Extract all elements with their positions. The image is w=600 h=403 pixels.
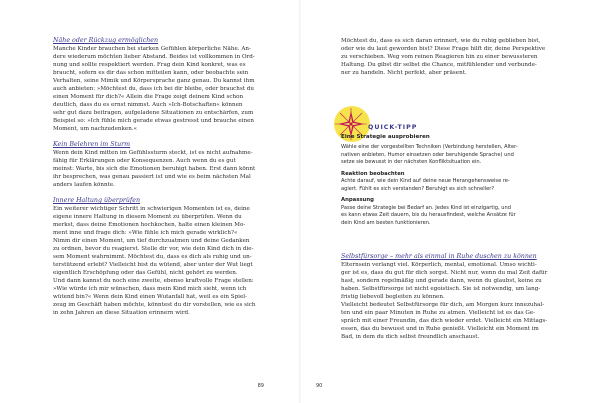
text-line: Nimm dir einen Moment, um tief durchzuatmen und deine Gedanken <box>53 238 250 244</box>
text-line: Bad, in dem du dich selbst freundlich anschaust. <box>341 334 480 340</box>
text-line: ner zu handeln. Nicht perfekt, aber präsent. <box>341 70 467 76</box>
text-line: fähig für Erklärungen oder Konsequenzen. Auch wenn du es gut <box>53 158 236 164</box>
text-line: Moment, um nachzudenken.« <box>53 126 138 132</box>
text-line: Verhalten, seine Mimik und Körpersprache ganz genau. Du kannst ihm <box>53 78 255 84</box>
text-line: essen, das du bewusst und in Ruhe genießt. Vielleicht ein Moment im <box>341 326 539 332</box>
section-heading: Innere Haltung überprüfen <box>53 197 141 204</box>
quick-tip-body <box>341 144 571 227</box>
page-number: 90 <box>316 383 323 389</box>
text-line: anders laufen könnte. <box>53 182 115 188</box>
text-line: haben. Selbstfürsorge ist nicht egoistisch. Sie ist notwendig, um lang- <box>341 286 541 292</box>
text-line: zu ordnen, bevor du reagierst. Stelle dir vor, wie dein Kind dich in die- <box>53 246 254 252</box>
tip-text-line: agiert. Fühlt es sich verstanden? Beruhigt es sich schneller? <box>341 185 495 192</box>
tip-text-line: Passe deine Strategie bei Bedarf an. Jedes Kind ist einzigartig, und <box>341 204 511 211</box>
quick-tip-box <box>341 120 571 227</box>
text-line: zu verschieben. Weg vom reinen Reagieren hin zu einer bewussteren <box>341 54 538 60</box>
text-line: einen Moment für dich?« Allein die Frage zeigt deinem Kind schon <box>53 94 244 100</box>
text-line: in zehn Jahren an diese Situation erinnern wird. <box>53 310 190 316</box>
text-line: sem Moment wahrnimmt. Möchtest du, dass es dich als ruhig und un- <box>53 254 252 260</box>
text-line: dere wiederum möchten lieber Abstand. Beides ist vollkommen in Ord- <box>53 54 255 60</box>
text-line: meinst: Warte, bis sich die Emotionen beruhigt haben. Erst dann könnt <box>53 166 256 172</box>
text-line: ment inne und frage dich: »Wie fühle ich mich gerade wirklich?« <box>53 230 238 236</box>
text-line: ten und ein paar Minuten in Ruhe zu atmen. Vielleicht ist es das Ge- <box>341 310 536 316</box>
section-body <box>53 205 277 317</box>
tip-step-heading: Reaktion beobachten <box>341 170 405 177</box>
text-line: merkst, dass deine Emotionen hochkochen, halte einen kleinen Mo- <box>53 222 246 228</box>
text-line: deutlich, dass du es ernst nimmst. Auch »Ich-Botschaften« können <box>53 102 243 108</box>
text-line: oder wie du laut geworden bist? Diese Frage hilft dir, deine Perspektive <box>341 46 546 52</box>
section-heading: Selbstfürsorge – mehr als einmal in Ruhe duschen zu können <box>341 253 537 260</box>
text-line: Ein weiterer wichtiger Schritt in schwierigen Momenten ist es, deine <box>53 206 250 212</box>
text-line: »Wie würde ich mir wünschen, dass mein Kind mich sieht, wenn ich <box>53 286 247 292</box>
text-line: wütend bin?« Wenn dein Kind einen Wutanfall hat, weil es ein Spiel- <box>53 294 247 300</box>
text-line: Wenn dein Kind mitten im Gefühlssturm steckt, ist es nicht aufnahme- <box>53 150 253 156</box>
quick-tip-label: QUICK-TIPP <box>368 124 418 131</box>
text-line: Möchtest du, dass es sich daran erinnert, wie du ruhig geblieben bist, <box>341 38 541 44</box>
quick-tip-title: Eine Strategie ausprobieren <box>341 134 430 140</box>
text-line: Beispiel so: »Ich fühle mich gerade etwas gestresst und brauche einen <box>53 118 254 124</box>
tip-text-line: dein Kind am besten funktionieren. <box>341 219 431 226</box>
text-line: Haltung. Du gibst dir selbst die Chance, mitfühlender und verbunde- <box>341 62 537 68</box>
left-column <box>53 37 277 317</box>
text-line: ger ist es, dass du gut für dich sorgst. Nicht nur, wenn du mal Zeit dafür <box>341 270 548 276</box>
section-body <box>53 45 277 133</box>
right-page <box>300 0 600 403</box>
text-line: auch anbieten: »Möchtest du, dass ich bei dir bleibe, oder brauchst du <box>53 86 254 92</box>
text-line: spräch mit einer Freundin, das dich wieder erdet. Vielleicht ein Mittags- <box>341 318 548 324</box>
quick-tip-header <box>341 120 571 144</box>
text-line: ihr besprechen, was genau passiert ist und wie es beim nächsten Mal <box>53 174 251 180</box>
text-line: nung und sollte respektiert werden. Frag dein Kind konkret, was es <box>53 62 246 68</box>
text-line: terstützend erlebt? Vielleicht bist du wütend, aber unter der Wut liegt <box>53 262 253 268</box>
text-line: Elternsein verlangt viel. Körperlich, mental, emotional. Umso wichti- <box>341 262 537 268</box>
text-line: Manche Kinder brauchen bei starken Gefühlen körperliche Nähe. An- <box>53 46 251 52</box>
tip-text-line: es kann etwas Zeit dauern, bis du herausfindest, welche Ansätze für <box>341 212 516 218</box>
selfcare-section <box>341 253 571 341</box>
section-body <box>53 149 277 189</box>
tip-step-heading: Anpassung <box>341 197 374 203</box>
text-line: hast, sondern regelmäßig und gerade dann, wenn du glaubst, keine zu <box>341 278 542 284</box>
text-line: Und dann kannst du noch eine zweite, ebenso kraftvolle Frage stellen: <box>53 278 254 284</box>
text-line: sehr gut dazu beitragen, aufgeladene Situationen zu entschärfen, zum <box>53 110 254 116</box>
tip-text-line: setze sie bewusst in der nächsten Konfliktsituation ein. <box>341 159 482 165</box>
text-line: braucht, sofern es dir das schon mitteilen kann, oder beobachte sein <box>53 70 249 76</box>
text-line: zeug im Geschäft haben möchte, könntest du dir vorstellen, wie es sich <box>53 302 256 308</box>
tip-text-line: Achte darauf, wie dein Kind auf deine neue Herangehensweise re- <box>341 178 510 184</box>
text-line: fristig liebevoll begleiten zu können. <box>341 294 445 300</box>
text-line: eigentlich Erschöpfung oder das Gefühl, nicht gehört zu werden. <box>53 270 238 276</box>
page-number: 89 <box>257 383 264 389</box>
section-heading: Kein Belehren im Sturm <box>53 141 131 148</box>
section-heading: Nähe oder Rückzug ermöglichen <box>53 37 159 44</box>
text-line: Vielleicht bedeutet Selbstfürsorge für dich, am Morgen kurz innezuhal- <box>341 302 545 308</box>
right-column <box>341 37 571 77</box>
text-line: eigene innere Haltung in diesem Moment zu überprüfen. Wenn du <box>53 214 242 220</box>
tip-text-line: nativen anbieten, Humor einsetzen oder beruhigende Sprache) und <box>341 151 514 158</box>
tip-text-line: Wähle eine der vorgestellten Techniken (Verbindung herstellen, Alter- <box>341 144 518 150</box>
